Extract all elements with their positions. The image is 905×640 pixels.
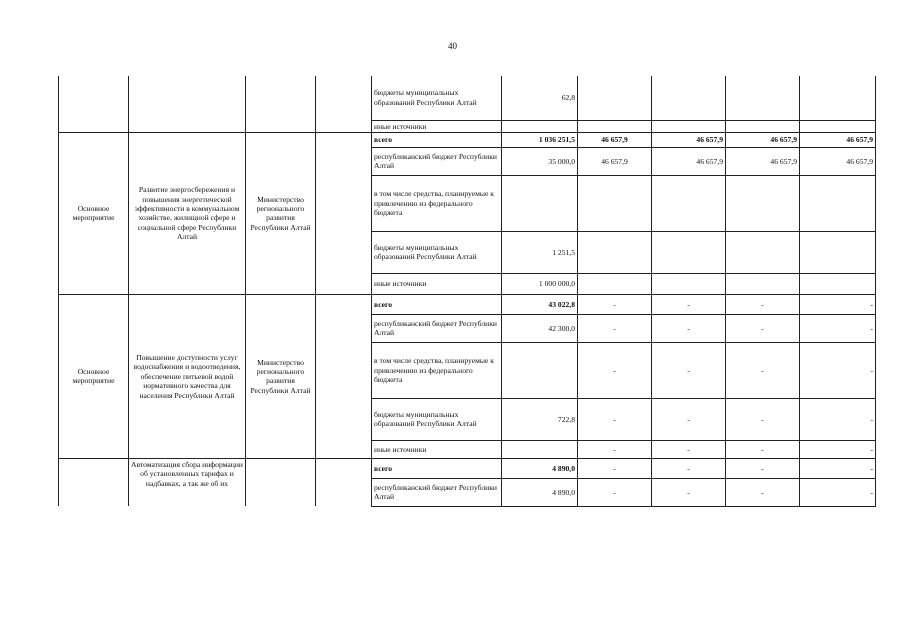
empty-cell bbox=[316, 294, 372, 458]
year-cell: - bbox=[578, 314, 652, 342]
page-number: 40 bbox=[448, 41, 457, 51]
total-cell: 1 000 000,0 bbox=[502, 273, 578, 294]
source-cell: всего bbox=[372, 294, 502, 314]
year-cell: - bbox=[578, 342, 652, 398]
year-cell bbox=[652, 231, 726, 273]
year-cell: - bbox=[578, 478, 652, 506]
year-cell: 46 657,9 bbox=[726, 132, 800, 147]
source-cell: республиканский бюджет Республики Алтай bbox=[372, 478, 502, 506]
source-cell: республиканский бюджет Республики Алтай bbox=[372, 147, 502, 175]
source-cell: бюджеты муниципальных образований Республики Алтай bbox=[372, 231, 502, 273]
total-cell: 4 890,0 bbox=[502, 458, 578, 478]
year-cell bbox=[800, 120, 876, 132]
measure-type-cell bbox=[59, 458, 129, 506]
year-cell bbox=[652, 120, 726, 132]
source-cell: иные источники bbox=[372, 273, 502, 294]
year-cell: - bbox=[800, 398, 876, 440]
source-cell: в том числе средства, планируемые к привлечению из федерального бюджета bbox=[372, 342, 502, 398]
year-cell bbox=[726, 231, 800, 273]
year-cell bbox=[726, 76, 800, 120]
responsible-cell: Министерство регионального развития Республики Алтай bbox=[246, 132, 316, 294]
year-cell bbox=[652, 76, 726, 120]
year-cell: - bbox=[652, 294, 726, 314]
funding-table bbox=[58, 76, 876, 507]
year-cell: 46 657,9 bbox=[726, 147, 800, 175]
year-cell: - bbox=[726, 478, 800, 506]
source-cell: всего bbox=[372, 458, 502, 478]
source-cell: республиканский бюджет Республики Алтай bbox=[372, 314, 502, 342]
year-cell: 46 657,9 bbox=[652, 132, 726, 147]
source-cell: иные источники bbox=[372, 120, 502, 132]
year-cell bbox=[652, 273, 726, 294]
year-cell: - bbox=[726, 440, 800, 458]
source-cell: бюджеты муниципальных образований Республики Алтай bbox=[372, 398, 502, 440]
year-cell: - bbox=[652, 458, 726, 478]
total-cell: 1 251,5 bbox=[502, 231, 578, 273]
table-row bbox=[59, 458, 876, 478]
total-cell: 42 300,0 bbox=[502, 314, 578, 342]
year-cell: - bbox=[652, 342, 726, 398]
total-cell: 1 036 251,5 bbox=[502, 132, 578, 147]
year-cell: - bbox=[578, 398, 652, 440]
year-cell: - bbox=[652, 314, 726, 342]
year-cell bbox=[800, 231, 876, 273]
measure-name-cell: Повышение доступности услуг водоснабжения и водоотведения, обеспечение питьевой водой нормативного качества для населения Республики Алтай bbox=[129, 294, 246, 458]
total-cell bbox=[502, 440, 578, 458]
measure-type-cell: Основное мероприятие bbox=[59, 132, 129, 294]
year-cell: - bbox=[800, 294, 876, 314]
table-row bbox=[59, 294, 876, 314]
responsible-cell bbox=[246, 458, 316, 506]
year-cell bbox=[800, 175, 876, 231]
year-cell: - bbox=[726, 294, 800, 314]
year-cell: - bbox=[800, 458, 876, 478]
total-cell: 4 890,0 bbox=[502, 478, 578, 506]
year-cell bbox=[578, 76, 652, 120]
year-cell: - bbox=[800, 478, 876, 506]
responsible-cell bbox=[246, 76, 316, 132]
total-cell: 722,8 bbox=[502, 398, 578, 440]
type-cell bbox=[59, 76, 129, 132]
year-cell: 46 657,9 bbox=[800, 132, 876, 147]
year-cell: 46 657,9 bbox=[578, 147, 652, 175]
year-cell: - bbox=[578, 440, 652, 458]
year-cell bbox=[578, 120, 652, 132]
source-cell: иные источники bbox=[372, 440, 502, 458]
year-cell: - bbox=[800, 342, 876, 398]
year-cell: 46 657,9 bbox=[652, 147, 726, 175]
year-cell bbox=[726, 273, 800, 294]
source-cell: в том числе средства, планируемые к привлечению из федерального бюджета bbox=[372, 175, 502, 231]
total-cell: 62,8 bbox=[502, 76, 578, 120]
year-cell: - bbox=[800, 314, 876, 342]
measure-type-cell: Основное мероприятие bbox=[59, 294, 129, 458]
empty-cell bbox=[316, 132, 372, 294]
year-cell bbox=[726, 120, 800, 132]
year-cell: 46 657,9 bbox=[578, 132, 652, 147]
empty-cell bbox=[316, 76, 372, 132]
year-cell bbox=[578, 273, 652, 294]
year-cell: - bbox=[726, 342, 800, 398]
source-cell: бюджеты муниципальных образований Республики Алтай bbox=[372, 76, 502, 120]
total-cell bbox=[502, 342, 578, 398]
measure-name-cell: Развитие энергосбережения и повышения энергетической эффективности в коммунальном хозяйстве, жилищной сфере и социальной сфере Республики Алтай bbox=[129, 132, 246, 294]
total-cell: 43 022,8 bbox=[502, 294, 578, 314]
year-cell bbox=[800, 273, 876, 294]
measure-name-cell: Автоматизация сбора информации об установленных тарифах и надбавках, а так же об их bbox=[129, 458, 246, 506]
year-cell: - bbox=[726, 314, 800, 342]
year-cell bbox=[800, 76, 876, 120]
year-cell: - bbox=[800, 440, 876, 458]
year-cell: 46 657,9 bbox=[800, 147, 876, 175]
year-cell: - bbox=[652, 440, 726, 458]
table-row bbox=[59, 132, 876, 147]
year-cell: - bbox=[726, 398, 800, 440]
year-cell bbox=[652, 175, 726, 231]
year-cell bbox=[578, 231, 652, 273]
year-cell: - bbox=[578, 294, 652, 314]
year-cell bbox=[578, 175, 652, 231]
name-cell bbox=[129, 76, 246, 132]
responsible-cell: Министерство регионального развития Республики Алтай bbox=[246, 294, 316, 458]
year-cell bbox=[726, 175, 800, 231]
total-cell bbox=[502, 175, 578, 231]
year-cell: - bbox=[652, 478, 726, 506]
table-row bbox=[59, 76, 876, 120]
empty-cell bbox=[316, 458, 372, 506]
source-cell: всего bbox=[372, 132, 502, 147]
year-cell: - bbox=[652, 398, 726, 440]
year-cell: - bbox=[578, 458, 652, 478]
total-cell bbox=[502, 120, 578, 132]
total-cell: 35 000,0 bbox=[502, 147, 578, 175]
year-cell: - bbox=[726, 458, 800, 478]
